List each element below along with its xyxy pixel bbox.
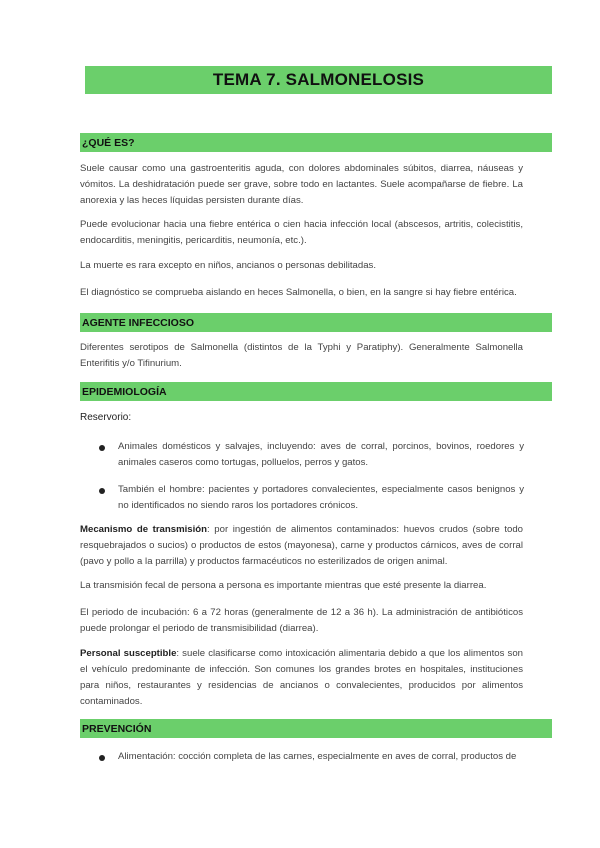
bullet-dot xyxy=(99,445,105,451)
paragraph-incubacion: El periodo de incubación: 6 a 72 horas (generalmente de 12 a 36 h). La administración de antibióticos puede prolongar el periodo de transmisibilidad (diarrea). xyxy=(80,607,523,634)
section-heading-que-es xyxy=(80,133,552,152)
paragraph-agente: Diferentes serotipos de Salmonella (distintos de la Typhi y Paratiphy). Generalmente Salmonella Enterifitis y/o Tifinurium. xyxy=(80,342,523,369)
section-heading-agente xyxy=(80,313,552,332)
susceptible-text: : suele clasificarse como intoxicación alimentaria debido a que los alimentos son el vehículo predominante de infección. Son comunes los grandes brotes en hospitales, instituciones para niños, restaurantes y residencias de ancianos o convalecientes, producidos por alimentos contaminados. xyxy=(80,648,524,707)
paragraph-fecal: La transmisión fecal de persona a persona es importante mientras que esté presente la diarrea. xyxy=(80,580,487,591)
bullet-reservorio-hombre: También el hombre: pacientes y portadores convalecientes, especialmente casos benignos y no identificados no siendo raros los portadores crónicos. xyxy=(118,484,524,511)
section-heading-text: EPIDEMIOLOGÍA xyxy=(82,385,167,398)
section-heading-prevencion xyxy=(80,719,552,738)
paragraph-mecanismo xyxy=(80,522,523,570)
section-heading-text: ¿QUÉ ES? xyxy=(82,136,135,149)
paragraph-que-es-2: Puede evolucionar hacia una fiebre entérica o cien hacia infección local (abscesos, artritis, colecistitis, endocarditis, meningitis, pericarditis, neumonía, etc.). xyxy=(80,219,523,246)
section-heading-epidemiologia xyxy=(80,382,552,401)
paragraph-susceptible xyxy=(80,646,523,710)
susceptible-label: Personal susceptible xyxy=(80,648,177,659)
bullet-dot xyxy=(99,755,105,761)
document-title: TEMA 7. SALMONELOSIS xyxy=(212,70,425,89)
paragraph-que-es-1: Suele causar como una gastroenteritis aguda, con dolores abdominales súbitos, diarrea, náuseas y vómitos. La deshidratación puede ser grave, sobre todo en lactantes. Suele acompañarse de fiebre. La anorexia y las heces líquidas persisten durante días. xyxy=(80,163,523,206)
bullet-prevencion-alimentacion: Alimentación: cocción completa de las carnes, especialmente en aves de corral, productos de xyxy=(118,751,517,762)
section-heading-text: PREVENCIÓN xyxy=(82,722,152,735)
reservorio-label-text: Reservorio xyxy=(80,412,129,423)
paragraph-que-es-3: La muerte es rara excepto en niños, ancianos o personas debilitadas. xyxy=(80,260,376,271)
bullet-reservorio-animales: Animales domésticos y salvajes, incluyendo: aves de corral, porcinos, bovinos, roedores y animales caseros como tortugas, polluelos, perros y gatos. xyxy=(118,441,524,468)
reservorio-colon: : xyxy=(128,412,132,423)
mecanismo-label: Mecanismo de transmisión xyxy=(80,524,208,535)
paragraph-que-es-4: El diagnóstico se comprueba aislando en heces Salmonella, o bien, en la sangre si hay fiebre entérica. xyxy=(80,287,517,298)
reservorio-label xyxy=(80,412,131,423)
title-banner xyxy=(85,66,552,94)
mecanismo-text: : por ingestión de alimentos contaminados: huevos crudos (sobre todo resquebrajados o sucios) o productos de estos (mayonesa), carne y productos cárnicos, aves de corral (pavo y pollo a la parrilla) y productos farmacéuticos no esterilizados de origen animal. xyxy=(80,524,523,567)
bullet-dot xyxy=(99,488,105,494)
section-heading-text: AGENTE INFECCIOSO xyxy=(82,316,195,329)
